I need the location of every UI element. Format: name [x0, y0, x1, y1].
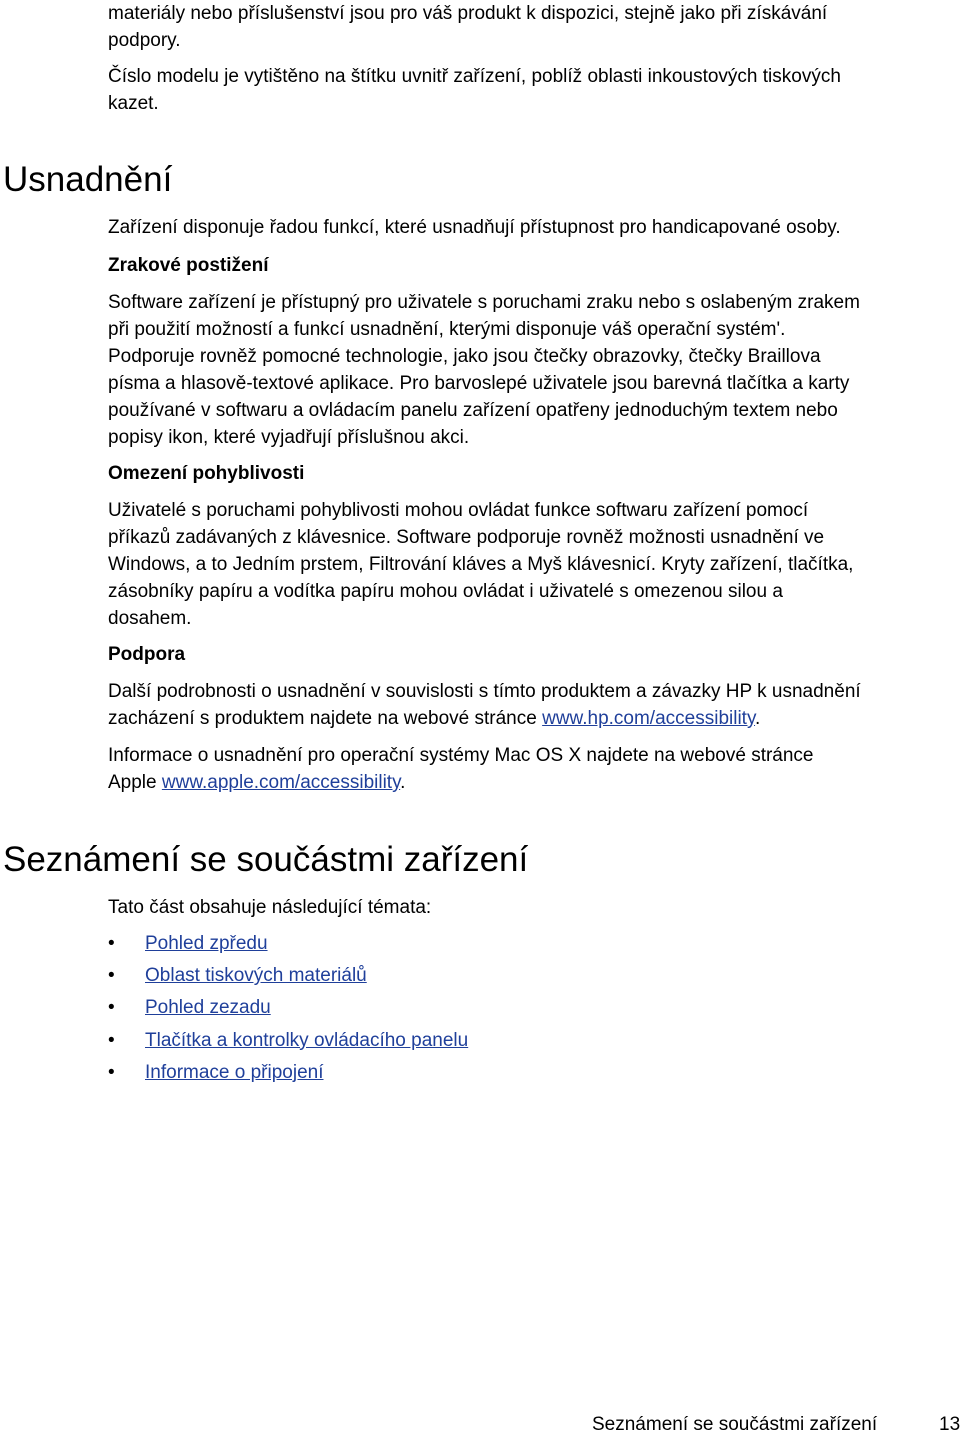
mobility-line: Uživatelé s poruchami pohyblivosti mohou ovládat funkce softwaru zařízení pomocí — [108, 500, 809, 521]
mac-support-line: Informace o usnadnění pro operační systémy Mac OS X najdete na webové stránce — [108, 745, 814, 766]
model-line: kazet. — [108, 93, 159, 114]
page-footer — [592, 1413, 960, 1437]
topic-link-connection-info[interactable]: Informace o připojení — [145, 1061, 324, 1083]
mac-support-line — [108, 769, 960, 796]
components-intro: Tato část obsahuje následující témata: — [108, 897, 432, 918]
bullet-icon: • — [108, 933, 115, 954]
bullet-icon: • — [108, 1061, 115, 1083]
mobility-paragraph — [108, 497, 960, 632]
topic-link-rear-view[interactable]: Pohled zezadu — [145, 997, 271, 1019]
mobility-line: Windows, a to Jedním prstem, Filtrování kláves a Myš klávesnicí. Kryty zařízení, tlačítka, — [108, 554, 854, 575]
accessibility-intro: Zařízení disponuje řadou funkcí, které usnadňují přístupnost pro handicapované osoby. — [108, 217, 841, 238]
mobility-line: příkazů zadávaných z klávesnice. Software podporuje rovněž možnosti usnadnění ve — [108, 527, 825, 548]
hp-support-line — [108, 705, 960, 732]
bullet-icon: • — [108, 1029, 115, 1051]
period-text: . — [400, 772, 406, 793]
mac-support-text: Apple — [108, 772, 162, 793]
footer-section-title: Seznámení se součástmi zařízení — [592, 1414, 878, 1435]
bullet-icon: • — [108, 997, 115, 1019]
hp-support-text: zacházení s produktem najdete na webové stránce — [108, 708, 543, 729]
topic-link-front-view[interactable]: Pohled zpředu — [145, 933, 268, 954]
mobility-line: zásobníky papíru a vodítka papíru mohou ovládat i uživatelé s omezenou silou a — [108, 581, 783, 602]
components-heading: Seznámení se součástmi zařízení — [3, 840, 529, 879]
visual-impairment-heading: Zrakové postižení — [108, 255, 269, 276]
intro-line: podpory. — [108, 30, 181, 51]
intro-line: materiály nebo příslušenství jsou pro váš produkt k dispozici, stejně jako při získávání — [108, 3, 828, 24]
mobility-line: dosahem. — [108, 608, 192, 629]
model-line: Číslo modelu je vytištěno na štítku uvnitř zařízení, poblíž oblasti inkoustových tiskových — [108, 66, 841, 87]
hp-support-paragraph — [108, 678, 960, 732]
visual-line: při použití možností a funkcí usnadnění, kterými disponuje váš operační systém'. — [108, 319, 786, 340]
topic-link-control-panel[interactable]: Tlačítka a kontrolky ovládacího panelu — [145, 1029, 469, 1051]
topic-link-print-media-area[interactable]: Oblast tiskových materiálů — [145, 965, 367, 987]
intro-paragraph — [108, 0, 960, 54]
apple-accessibility-link[interactable]: www.apple.com/accessibility — [161, 772, 401, 793]
bullet-icon: • — [108, 965, 115, 987]
visual-line: Software zařízení je přístupný pro uživatele s poruchami zraku nebo s oslabeným zrakem — [108, 292, 860, 313]
visual-impairment-paragraph — [108, 289, 960, 451]
model-number-paragraph — [108, 63, 960, 117]
visual-line: používané v softwaru a ovládacím panelu zařízení opatřeny jednoduchým textem nebo — [108, 400, 838, 421]
visual-line: Podporuje rovněž pomocné technologie, jako jsou čtečky obrazovky, čtečky Braillova — [108, 346, 821, 367]
visual-line: písma a hlasově-textové aplikace. Pro barvoslepé uživatele jsou barevná tlačítka a karty — [108, 373, 850, 394]
page-number: 13 — [939, 1414, 960, 1435]
support-heading: Podpora — [108, 644, 186, 665]
hp-accessibility-link[interactable]: www.hp.com/accessibility — [542, 708, 756, 729]
visual-line: popisy ikon, které vyjadřují příslušnou akci. — [108, 427, 470, 448]
mobility-heading: Omezení pohyblivosti — [108, 463, 305, 484]
accessibility-heading: Usnadnění — [3, 160, 173, 199]
hp-support-line: Další podrobnosti o usnadnění v souvislosti s tímto produktem a závazky HP k usnadnění — [108, 681, 861, 702]
period-text: . — [755, 708, 761, 729]
mac-support-paragraph — [108, 742, 960, 796]
